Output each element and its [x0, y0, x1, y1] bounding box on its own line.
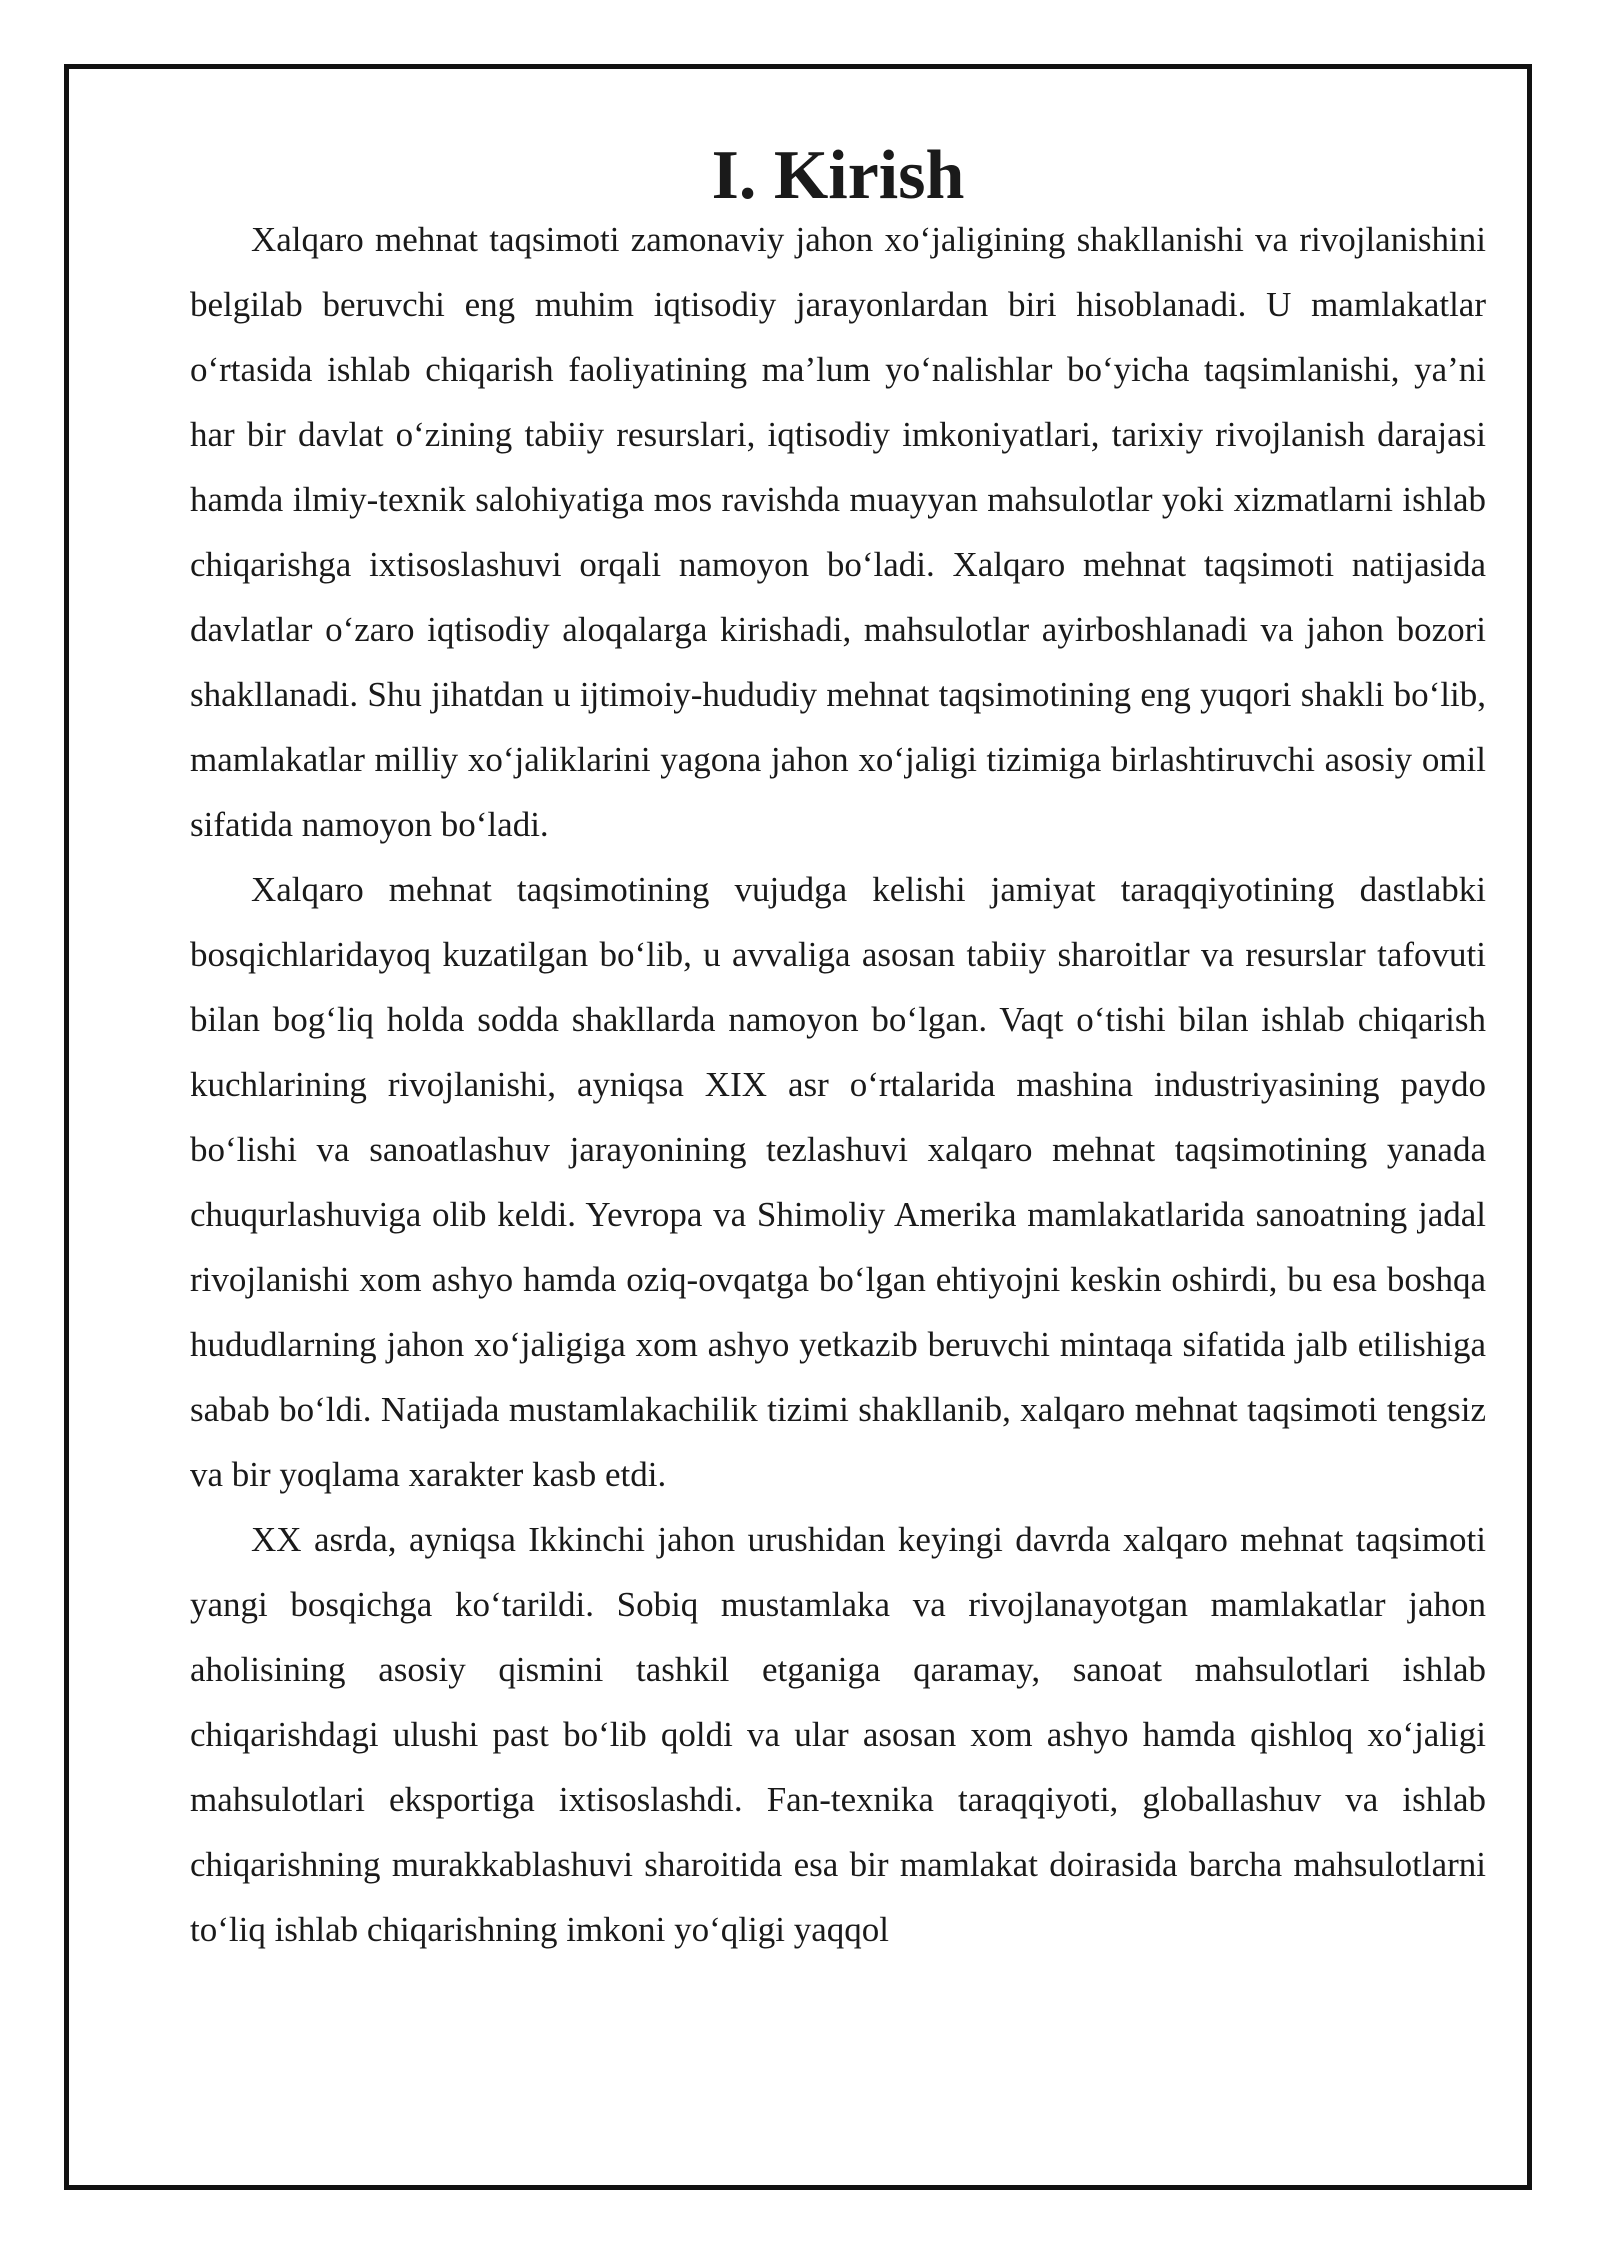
paragraph-1: Xalqaro mehnat taqsimoti zamonaviy jahon xo‘jaligining shakllanishi va rivojlanishini belgilab beruvchi eng muhim iqtisodiy jarayonlardan biri hisoblanadi. U mamlakatlar o‘rtasida ishlab chiqarish faoliyatining ma’lum yo‘nalishlar bo‘yicha taqsimlanishi, ya’ni har bir davlat o‘zining tabiiy resurslari, iqtisodiy imkoniyatlari, tarixiy rivojlanish darajasi hamda ilmiy-texnik salohiyatiga mos ravishda muayyan mahsulotlar yoki xizmatlarni ishlab chiqarishga ixtisoslashuvi orqali namoyon bo‘ladi. Xalqaro mehnat taqsimoti natijasida davlatlar o‘zaro iqtisodiy aloqalarga kirishadi, mahsulotlar ayirboshlanadi va jahon bozori shakllanadi. Shu jihatdan u ijtimoiy-hududiy mehnat taqsimotining eng yuqori shakli bo‘lib, mamlakatlar milliy xo‘jaliklarini yagona jahon xo‘jaligi tizimiga birlashtiruvchi asosiy omil sifatida namoyon bo‘ladi. [190, 220, 1486, 844]
paragraph-2: Xalqaro mehnat taqsimotining vujudga kelishi jamiyat taraqqiyotining dastlabki bosqichlaridayoq kuzatilgan bo‘lib, u avvaliga asosan tabiiy sharoitlar va resurslar tafovuti bilan bog‘liq holda sodda shakllarda namoyon bo‘lgan. Vaqt o‘tishi bilan ishlab chiqarish kuchlarining rivojlanishi, ayniqsa XIX asr o‘rtalarida mashina industriyasining paydo bo‘lishi va sanoatlashuv jarayonining tezlashuvi xalqaro mehnat taqsimotining yanada chuqurlashuviga olib keldi. Yevropa va Shimoliy Amerika mamlakatlarida sanoatning jadal rivojlanishi xom ashyo hamda oziq-ovqatga bo‘lgan ehtiyojni keskin oshirdi, bu esa boshqa hududlarning jahon xo‘jaligiga xom ashyo yetkazib beruvchi mintaqa sifatida jalb etilishiga sabab bo‘ldi. Natijada mustamlakachilik tizimi shakllanib, xalqaro mehnat taqsimoti tengsiz va bir yoqlama xarakter kasb etdi. [190, 870, 1486, 1494]
paragraph-3: XX asrda, ayniqsa Ikkinchi jahon urushidan keyingi davrda xalqaro mehnat taqsimoti yangi bosqichga ko‘tarildi. Sobiq mustamlaka va rivojlanayotgan mamlakatlar jahon aholisining asosiy qismini tashkil etganiga qaramay, sanoat mahsulotlari ishlab chiqarishdagi ulushi past bo‘lib qoldi va ular asosan xom ashyo hamda qishloq xo‘jaligi mahsulotlari eksportiga ixtisoslashdi. Fan-texnika taraqqiyoti, globallashuv va ishlab chiqarishning murakkablashuvi sharoitida esa bir mamlakat doirasida barcha mahsulotlarni to‘liq ishlab chiqarishning imkoni yo‘qligi yaqqol [190, 1520, 1486, 1949]
section-heading: I. Kirish [711, 137, 965, 214]
document-body [190, 137, 1486, 1962]
